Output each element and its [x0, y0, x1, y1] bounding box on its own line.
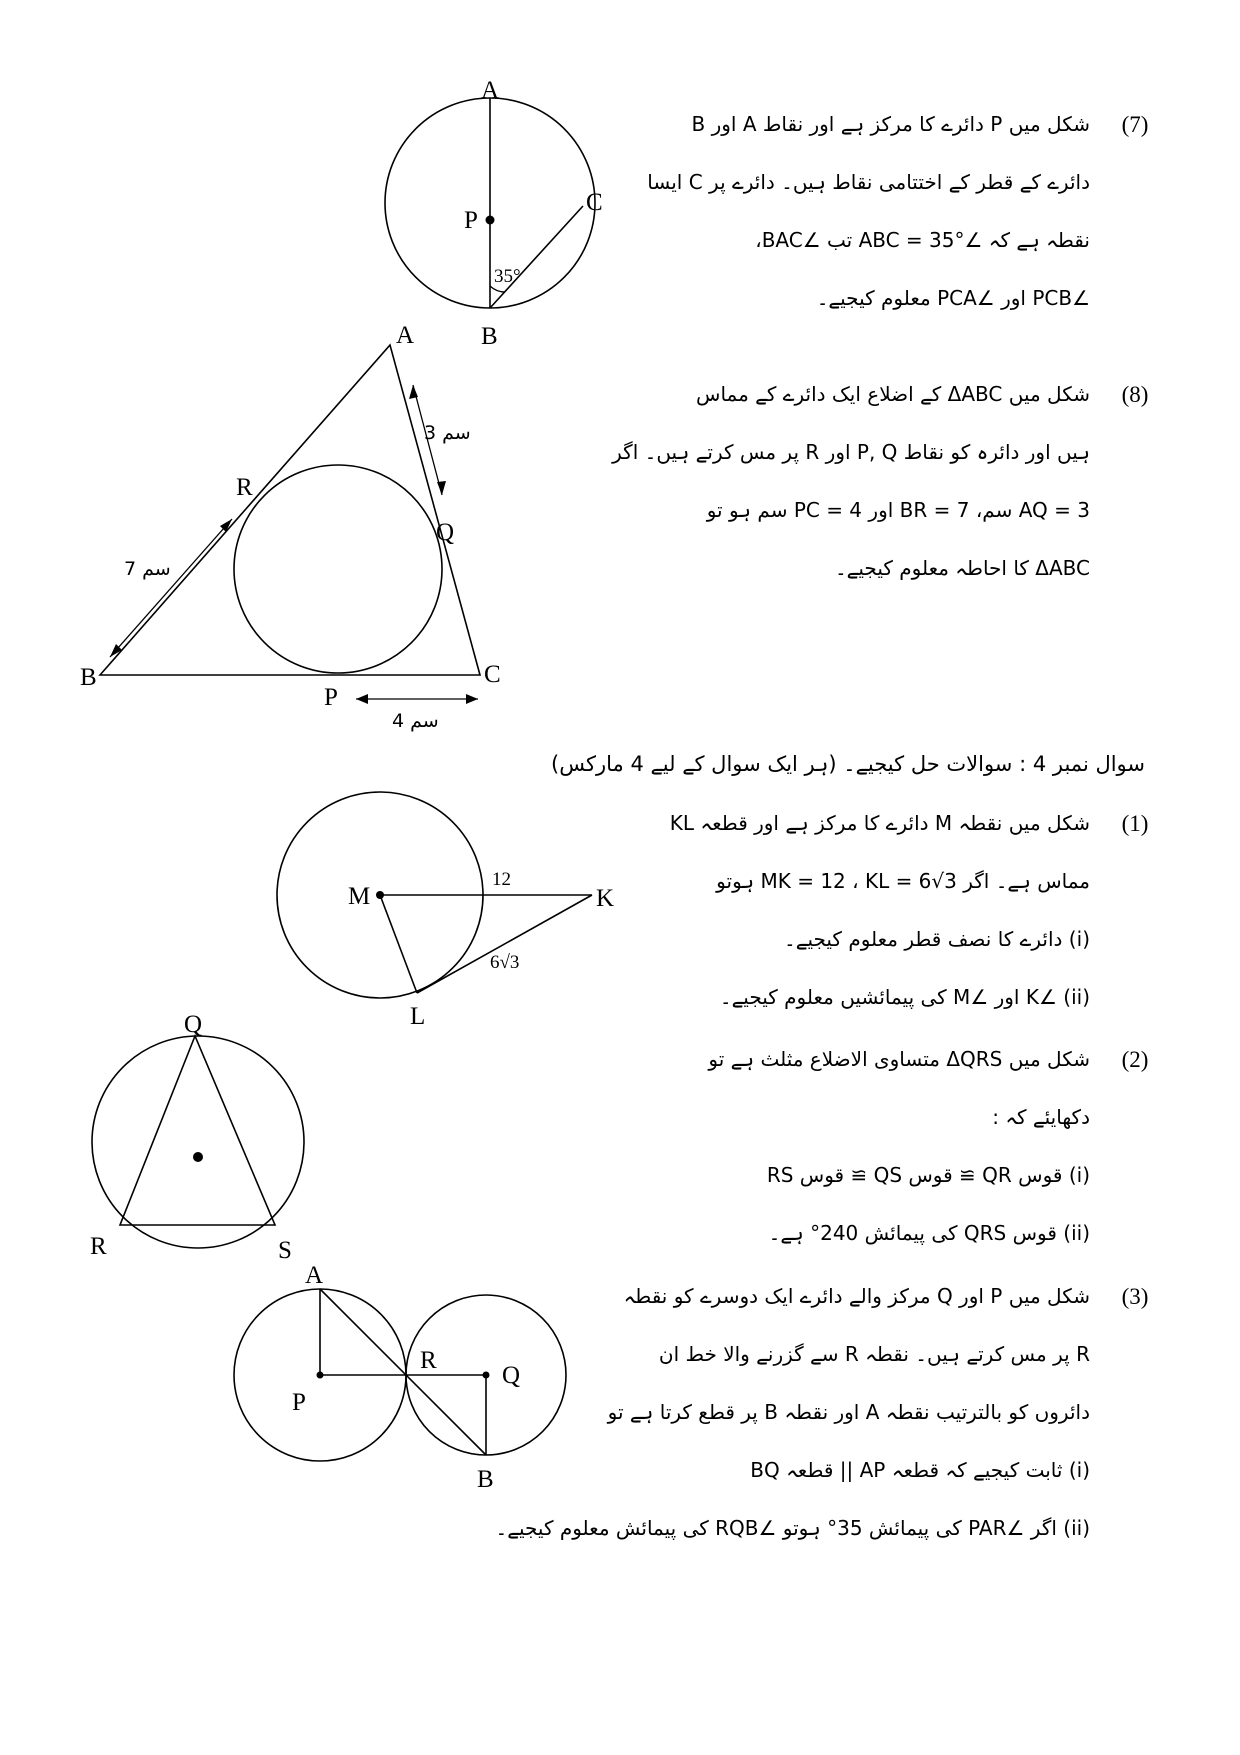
fig1-segment-ml	[380, 895, 417, 993]
fig8-arrowhead-aq-top	[409, 385, 418, 399]
fig3-label-q: Q	[502, 1362, 521, 1389]
q4-1-line-1: شکل میں نقطہ M دائرے کا مرکز ہے اور قطعہ KL	[669, 811, 1090, 835]
figure-q4-1-tangent	[270, 790, 630, 1030]
fig1-label-m: M	[348, 883, 371, 910]
q4-3-line-3: دائروں کو بالترتیب نقطہ A اور نقطہ B پر قطع کرتا ہے تو	[607, 1400, 1090, 1424]
q4-2-line-3: (i) قوس QR ≅ قوس QS ≅ قوس RS	[766, 1163, 1090, 1187]
fig8-label-r: R	[236, 474, 253, 501]
fig1-label-kl: 6√3	[490, 952, 520, 973]
fig7-label-b: B	[481, 323, 498, 350]
fig8-arrow-br	[110, 519, 232, 657]
fig8-label-p: P	[324, 684, 338, 711]
figure-8-incircle-triangle	[80, 322, 520, 732]
q4-1-line-2: مماس ہے۔ اگر MK = 12 ، KL = 6√3 ہوتو	[716, 869, 1090, 893]
fig8-label-c: C	[484, 661, 501, 688]
fig3-label-b: B	[477, 1466, 494, 1493]
fig2-label-s: S	[278, 1237, 292, 1264]
q7-line-2: دائرے کے قطر کے اختتامی نقاط ہیں۔ دائرے پر C ایسا	[647, 170, 1090, 194]
fig7-label-angle: 35°	[494, 266, 521, 287]
fig3-label-r: R	[420, 1347, 437, 1374]
fig2-label-r: R	[90, 1233, 107, 1260]
q8-line-3: AQ = 3 سم، BR = 7 اور PC = 4 سم ہو تو	[706, 498, 1090, 522]
q8-number: (8)	[1121, 382, 1149, 407]
q4-1-line-3: (i) دائرے کا نصف قطر معلوم کیجیے۔	[784, 927, 1090, 951]
q8-line-2: ہیں اور دائرہ کو نقاط P, Q اور R پر مس کرتے ہیں۔ اگر	[612, 440, 1090, 464]
q4-2-number: (2)	[1121, 1047, 1149, 1072]
fig8-arrowhead-aq-bottom	[437, 481, 446, 495]
fig8-label-q: Q	[436, 519, 455, 546]
q4-1-line-4: (ii) ∠K اور ∠M کی پیمائشیں معلوم کیجیے۔	[719, 985, 1090, 1009]
q4-1-text	[620, 794, 1090, 1026]
fig8-label-len-pc: 4 سم	[392, 710, 439, 732]
fig2-label-q: Q	[184, 1011, 203, 1038]
fig8-incircle	[234, 465, 442, 673]
section-2-heading: سوال نمبر 4 : سوالات حل کیجیے۔ (ہر ایک سوال کے لیے 4 مارکس)	[551, 752, 1145, 776]
fig7-chord-bc	[490, 206, 583, 308]
fig1-label-l: L	[410, 1003, 426, 1030]
fig8-arrowhead-pc-left	[356, 694, 368, 704]
fig7-center-dot	[486, 216, 495, 225]
fig7-label-p: P	[464, 207, 478, 234]
q7-text	[620, 95, 1090, 327]
fig8-label-len-br: 7 سم	[124, 558, 171, 580]
q4-3-text	[450, 1267, 1090, 1557]
q4-3-line-5: (ii) اگر ∠PAR کی پیمائش 35° ہوتو ∠RQB کی پیمائش معلوم کیجیے۔	[495, 1516, 1090, 1540]
fig8-arrowhead-pc-right	[466, 694, 478, 704]
q7-line-1: شکل میں P دائرے کا مرکز ہے اور نقاط A اور B	[691, 112, 1090, 136]
fig1-center-dot	[376, 891, 384, 899]
q4-3-line-1: شکل میں P اور Q مرکز والے دائرے ایک دوسرے کو نقطہ	[623, 1284, 1090, 1308]
figure-q4-2-equilateral	[80, 1010, 340, 1264]
fig8-label-a: A	[396, 322, 415, 349]
fig2-triangle-qrs	[120, 1036, 275, 1225]
q8-line-1: شکل میں ΔABC کے اضلاع ایک دائرے کے مماس	[696, 382, 1090, 406]
fig1-label-mk: 12	[492, 869, 511, 890]
q8-line-4: ΔABC کا احاطہ معلوم کیجیے۔	[834, 556, 1090, 580]
fig1-label-k: K	[596, 885, 615, 912]
q4-3-number: (3)	[1121, 1284, 1149, 1309]
q7-number: (7)	[1121, 112, 1149, 137]
fig1-tangent-kl	[417, 895, 592, 993]
q4-1-number: (1)	[1121, 811, 1149, 836]
q4-2-line-4: (ii) قوس QRS کی پیمائش 240° ہے۔	[768, 1221, 1090, 1245]
q8-text	[600, 365, 1090, 597]
q4-2-text	[620, 1030, 1090, 1262]
fig3-center-p-dot	[317, 1372, 324, 1379]
figure-7-circle-diameter	[380, 77, 620, 360]
fig3-label-a: A	[305, 1262, 324, 1289]
fig2-center-dot	[193, 1152, 203, 1162]
fig7-label-c: C	[586, 189, 603, 216]
q4-3-line-2: R پر مس کرتے ہیں۔ نقطہ R سے گزرنے والا خط ان	[658, 1342, 1090, 1366]
q4-3-line-4: (i) ثابت کیجیے کہ قطعہ AP || قطعہ BQ	[750, 1458, 1090, 1482]
fig8-label-b: B	[80, 664, 97, 691]
q7-line-3: نقطہ ہے کہ ∠ABC = 35° تب ∠BAC،	[755, 228, 1090, 252]
fig7-label-a: A	[481, 77, 500, 104]
fig3-label-p: P	[292, 1389, 306, 1416]
q4-2-line-1: شکل میں ΔQRS متساوی الاضلاع مثلث ہے تو	[708, 1047, 1090, 1071]
fig8-label-len-aq: 3 سم	[424, 422, 471, 444]
q4-2-line-2: دکھایئے کہ :	[992, 1105, 1090, 1129]
q7-line-4: ∠PCB اور ∠PCA معلوم کیجیے۔	[816, 286, 1090, 310]
